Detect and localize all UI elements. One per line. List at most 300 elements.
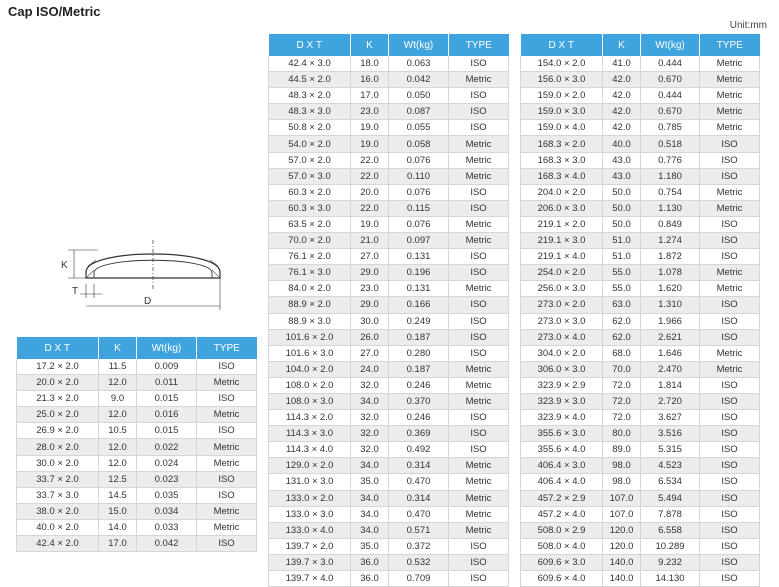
cell-k: 10.5	[99, 423, 137, 439]
cell-type: ISO	[700, 538, 760, 554]
cell-type: ISO	[197, 423, 257, 439]
cell-k: 34.0	[351, 490, 389, 506]
cell-dxt: 609.6 × 4.0	[521, 571, 603, 587]
cell-type: ISO	[700, 393, 760, 409]
cell-k: 120.0	[603, 522, 641, 538]
cell-weight: 0.011	[137, 375, 197, 391]
cell-weight: 0.009	[137, 359, 197, 375]
cell-weight: 0.076	[389, 216, 449, 232]
cell-dxt: 323.9 × 4.0	[521, 410, 603, 426]
table-row	[521, 538, 760, 554]
cell-k: 23.0	[351, 281, 389, 297]
cell-weight: 0.246	[389, 410, 449, 426]
cell-dxt: 48.3 × 2.0	[269, 88, 351, 104]
cell-type: Metric	[700, 281, 760, 297]
cell-weight: 5.494	[641, 490, 700, 506]
cell-type: ISO	[197, 536, 257, 552]
cell-dxt: 25.0 × 2.0	[17, 407, 99, 423]
cell-type: Metric	[700, 184, 760, 200]
cell-type: ISO	[700, 571, 760, 587]
cell-dxt: 84.0 × 2.0	[269, 281, 351, 297]
cell-weight: 0.314	[389, 458, 449, 474]
table-row	[521, 72, 760, 88]
cell-weight: 4.523	[641, 458, 700, 474]
cell-weight: 0.097	[389, 233, 449, 249]
cell-type: ISO	[197, 391, 257, 407]
table-row	[269, 200, 509, 216]
cell-dxt: 30.0 × 2.0	[17, 455, 99, 471]
cell-dxt: 323.9 × 3.0	[521, 393, 603, 409]
cell-dxt: 323.9 × 2.9	[521, 377, 603, 393]
cell-weight: 0.087	[389, 104, 449, 120]
cell-weight: 0.246	[389, 377, 449, 393]
cell-dxt: 101.6 × 3.0	[269, 345, 351, 361]
cell-k: 51.0	[603, 249, 641, 265]
table-row	[269, 361, 509, 377]
table-row	[269, 184, 509, 200]
cell-dxt: 133.0 × 4.0	[269, 522, 351, 538]
cell-k: 34.0	[351, 506, 389, 522]
table-row	[269, 88, 509, 104]
cell-k: 43.0	[603, 168, 641, 184]
k-dimension-label: K	[61, 260, 68, 271]
table-row	[521, 393, 760, 409]
col-header-type: TYPE	[197, 337, 257, 359]
cell-type: ISO	[197, 487, 257, 503]
cell-type: ISO	[700, 410, 760, 426]
table-row	[521, 265, 760, 281]
cell-type: Metric	[700, 88, 760, 104]
cell-weight: 1.966	[641, 313, 700, 329]
cell-k: 17.0	[351, 88, 389, 104]
cell-k: 72.0	[603, 393, 641, 409]
cell-weight: 0.076	[389, 184, 449, 200]
cell-dxt: 131.0 × 3.0	[269, 474, 351, 490]
cell-weight: 0.249	[389, 313, 449, 329]
table-row	[269, 474, 509, 490]
cell-weight: 0.166	[389, 297, 449, 313]
table-row	[269, 393, 509, 409]
cell-k: 36.0	[351, 571, 389, 587]
cell-dxt: 139.7 × 2.0	[269, 538, 351, 554]
cell-weight: 0.063	[389, 56, 449, 72]
cell-k: 19.0	[351, 136, 389, 152]
col-header-k: K	[351, 34, 389, 56]
cell-weight: 0.115	[389, 200, 449, 216]
cell-dxt: 33.7 × 3.0	[17, 487, 99, 503]
cell-type: Metric	[197, 375, 257, 391]
cell-type: ISO	[700, 136, 760, 152]
cell-k: 140.0	[603, 571, 641, 587]
cell-dxt: 20.0 × 2.0	[17, 375, 99, 391]
cell-k: 29.0	[351, 297, 389, 313]
cell-k: 22.0	[351, 168, 389, 184]
cell-type: ISO	[700, 329, 760, 345]
cell-type: ISO	[449, 538, 509, 554]
cell-type: ISO	[700, 233, 760, 249]
cell-type: Metric	[449, 490, 509, 506]
cell-weight: 1.646	[641, 345, 700, 361]
cell-type: Metric	[449, 522, 509, 538]
table-row	[521, 490, 760, 506]
cell-dxt: 108.0 × 3.0	[269, 393, 351, 409]
table-row	[521, 458, 760, 474]
cell-dxt: 159.0 × 3.0	[521, 104, 603, 120]
cell-k: 55.0	[603, 281, 641, 297]
cell-dxt: 156.0 × 3.0	[521, 72, 603, 88]
cell-k: 19.0	[351, 120, 389, 136]
cell-type: Metric	[449, 458, 509, 474]
table-row	[521, 88, 760, 104]
cell-dxt: 101.6 × 2.0	[269, 329, 351, 345]
cell-weight: 3.516	[641, 426, 700, 442]
table-row	[269, 490, 509, 506]
table-row	[17, 407, 257, 423]
cell-weight: 0.776	[641, 152, 700, 168]
cell-k: 98.0	[603, 474, 641, 490]
cell-k: 62.0	[603, 329, 641, 345]
cell-type: ISO	[700, 490, 760, 506]
table-row	[269, 152, 509, 168]
cell-type: ISO	[700, 474, 760, 490]
table-row	[17, 519, 257, 535]
table-row	[521, 168, 760, 184]
cell-dxt: 355.6 × 3.0	[521, 426, 603, 442]
cell-k: 89.0	[603, 442, 641, 458]
cell-dxt: 219.1 × 4.0	[521, 249, 603, 265]
cell-weight: 1.872	[641, 249, 700, 265]
cell-type: ISO	[449, 410, 509, 426]
cell-type: ISO	[700, 522, 760, 538]
cell-type: Metric	[700, 72, 760, 88]
cell-dxt: 273.0 × 3.0	[521, 313, 603, 329]
cell-weight: 0.016	[137, 407, 197, 423]
cell-k: 23.0	[351, 104, 389, 120]
cell-weight: 0.050	[389, 88, 449, 104]
cell-weight: 10.289	[641, 538, 700, 554]
cell-k: 98.0	[603, 458, 641, 474]
table-row	[17, 359, 257, 375]
cell-dxt: 40.0 × 2.0	[17, 519, 99, 535]
cell-k: 63.0	[603, 297, 641, 313]
cell-dxt: 38.0 × 2.0	[17, 503, 99, 519]
cell-k: 107.0	[603, 490, 641, 506]
cell-k: 12.0	[99, 439, 137, 455]
cell-type: ISO	[700, 506, 760, 522]
d-dimension-label: D	[144, 296, 152, 307]
cell-weight: 6.534	[641, 474, 700, 490]
cell-dxt: 133.0 × 2.0	[269, 490, 351, 506]
cell-weight: 0.369	[389, 426, 449, 442]
page-title: Cap ISO/Metric	[8, 4, 101, 19]
cell-weight: 0.058	[389, 136, 449, 152]
table-row	[17, 503, 257, 519]
cell-type: ISO	[700, 426, 760, 442]
cell-type: ISO	[700, 442, 760, 458]
cell-weight: 0.033	[137, 519, 197, 535]
table-row	[269, 426, 509, 442]
cell-k: 36.0	[351, 554, 389, 570]
cell-dxt: 159.0 × 4.0	[521, 120, 603, 136]
cell-type: Metric	[449, 474, 509, 490]
cell-dxt: 219.1 × 3.0	[521, 233, 603, 249]
cell-weight: 0.042	[137, 536, 197, 552]
table-row	[269, 297, 509, 313]
cell-weight: 1.814	[641, 377, 700, 393]
cell-weight: 0.532	[389, 554, 449, 570]
cell-type: Metric	[197, 503, 257, 519]
cell-k: 11.5	[99, 359, 137, 375]
col-header-dxt: D X T	[521, 34, 603, 56]
cell-k: 12.5	[99, 471, 137, 487]
table-row	[17, 375, 257, 391]
cell-weight: 1.274	[641, 233, 700, 249]
cell-k: 42.0	[603, 88, 641, 104]
cell-dxt: 57.0 × 2.0	[269, 152, 351, 168]
cell-dxt: 104.0 × 2.0	[269, 361, 351, 377]
cell-type: Metric	[449, 216, 509, 232]
cell-dxt: 168.3 × 4.0	[521, 168, 603, 184]
cell-type: ISO	[700, 249, 760, 265]
cell-k: 12.0	[99, 407, 137, 423]
table-row	[521, 136, 760, 152]
cell-weight: 0.187	[389, 329, 449, 345]
cell-dxt: 26.9 × 2.0	[17, 423, 99, 439]
cell-weight: 0.518	[641, 136, 700, 152]
cell-dxt: 168.3 × 2.0	[521, 136, 603, 152]
cell-k: 72.0	[603, 377, 641, 393]
cell-type: Metric	[449, 152, 509, 168]
cell-dxt: 76.1 × 3.0	[269, 265, 351, 281]
cell-dxt: 50.8 × 2.0	[269, 120, 351, 136]
cell-type: ISO	[197, 359, 257, 375]
table-row	[521, 361, 760, 377]
cell-weight: 0.015	[137, 423, 197, 439]
cell-dxt: 42.4 × 3.0	[269, 56, 351, 72]
table-row	[521, 571, 760, 587]
cell-k: 34.0	[351, 522, 389, 538]
table-row	[521, 426, 760, 442]
table-row	[521, 522, 760, 538]
cell-dxt: 159.0 × 2.0	[521, 88, 603, 104]
cell-dxt: 206.0 × 3.0	[521, 200, 603, 216]
table-row	[269, 313, 509, 329]
col-header-wt: Wt(kg)	[641, 34, 700, 56]
cell-k: 120.0	[603, 538, 641, 554]
cell-type: ISO	[449, 249, 509, 265]
cell-type: ISO	[449, 426, 509, 442]
cell-weight: 0.571	[389, 522, 449, 538]
cell-type: ISO	[449, 442, 509, 458]
t-dimension-label: T	[72, 286, 79, 297]
cell-k: 50.0	[603, 200, 641, 216]
cell-dxt: 168.3 × 3.0	[521, 152, 603, 168]
cap-cross-section-diagram	[58, 236, 258, 316]
cell-dxt: 57.0 × 3.0	[269, 168, 351, 184]
cell-k: 14.5	[99, 487, 137, 503]
cell-k: 107.0	[603, 506, 641, 522]
cell-weight: 0.670	[641, 72, 700, 88]
table-row	[269, 104, 509, 120]
cell-weight: 0.849	[641, 216, 700, 232]
cell-k: 27.0	[351, 249, 389, 265]
col-header-dxt: D X T	[17, 337, 99, 359]
cell-dxt: 306.0 × 3.0	[521, 361, 603, 377]
cell-k: 41.0	[603, 56, 641, 72]
table-row	[521, 249, 760, 265]
cell-type: ISO	[700, 458, 760, 474]
cell-weight: 6.558	[641, 522, 700, 538]
cell-type: Metric	[449, 72, 509, 88]
table-row	[521, 152, 760, 168]
cell-dxt: 21.3 × 2.0	[17, 391, 99, 407]
cell-k: 34.0	[351, 393, 389, 409]
cell-dxt: 406.4 × 3.0	[521, 458, 603, 474]
cell-k: 14.0	[99, 519, 137, 535]
cell-type: ISO	[449, 88, 509, 104]
cell-type: ISO	[449, 104, 509, 120]
cell-weight: 0.444	[641, 88, 700, 104]
cell-type: Metric	[197, 439, 257, 455]
cell-dxt: 406.4 × 4.0	[521, 474, 603, 490]
cell-type: ISO	[449, 56, 509, 72]
cell-weight: 5.315	[641, 442, 700, 458]
cell-weight: 0.372	[389, 538, 449, 554]
cell-k: 42.0	[603, 120, 641, 136]
cell-type: ISO	[700, 168, 760, 184]
table-row	[521, 120, 760, 136]
table-row	[521, 329, 760, 345]
table-row	[17, 471, 257, 487]
cell-type: Metric	[197, 407, 257, 423]
cell-k: 50.0	[603, 184, 641, 200]
cell-type: ISO	[449, 329, 509, 345]
cell-dxt: 457.2 × 2.9	[521, 490, 603, 506]
table-row	[521, 216, 760, 232]
table-row	[269, 233, 509, 249]
cell-weight: 0.785	[641, 120, 700, 136]
cell-weight: 0.024	[137, 455, 197, 471]
cell-type: ISO	[700, 554, 760, 570]
table-row	[521, 104, 760, 120]
cell-dxt: 304.0 × 2.0	[521, 345, 603, 361]
cell-weight: 0.370	[389, 393, 449, 409]
col-header-wt: Wt(kg)	[137, 337, 197, 359]
cell-dxt: 129.0 × 2.0	[269, 458, 351, 474]
table-row	[17, 391, 257, 407]
cell-weight: 14.130	[641, 571, 700, 587]
cell-type: Metric	[449, 281, 509, 297]
cell-k: 30.0	[351, 313, 389, 329]
cell-weight: 0.196	[389, 265, 449, 281]
cell-k: 26.0	[351, 329, 389, 345]
table-row	[269, 538, 509, 554]
cell-dxt: 133.0 × 3.0	[269, 506, 351, 522]
cell-k: 34.0	[351, 458, 389, 474]
cell-k: 32.0	[351, 442, 389, 458]
table-row	[269, 329, 509, 345]
cell-type: ISO	[700, 216, 760, 232]
cell-weight: 1.130	[641, 200, 700, 216]
table-row	[269, 216, 509, 232]
table-row	[269, 522, 509, 538]
table-row	[521, 233, 760, 249]
cell-weight: 0.131	[389, 281, 449, 297]
table-row	[269, 458, 509, 474]
cell-weight: 0.022	[137, 439, 197, 455]
cell-dxt: 17.2 × 2.0	[17, 359, 99, 375]
cell-k: 12.0	[99, 455, 137, 471]
table-row	[521, 281, 760, 297]
cell-weight: 1.180	[641, 168, 700, 184]
cell-k: 42.0	[603, 72, 641, 88]
cell-weight: 0.492	[389, 442, 449, 458]
spec-table-2	[268, 34, 509, 587]
table-row	[269, 249, 509, 265]
table-row	[269, 56, 509, 72]
cell-dxt: 508.0 × 4.0	[521, 538, 603, 554]
cell-k: 22.0	[351, 200, 389, 216]
cell-k: 29.0	[351, 265, 389, 281]
cell-type: ISO	[449, 184, 509, 200]
table-row	[521, 442, 760, 458]
cell-k: 18.0	[351, 56, 389, 72]
cell-k: 68.0	[603, 345, 641, 361]
cell-dxt: 114.3 × 3.0	[269, 426, 351, 442]
cell-weight: 0.131	[389, 249, 449, 265]
cell-dxt: 60.3 × 2.0	[269, 184, 351, 200]
cell-type: Metric	[700, 104, 760, 120]
cell-weight: 0.670	[641, 104, 700, 120]
table-row	[521, 56, 760, 72]
table-row	[17, 487, 257, 503]
cell-type: Metric	[700, 120, 760, 136]
cell-dxt: 154.0 × 2.0	[521, 56, 603, 72]
cell-weight: 2.470	[641, 361, 700, 377]
cell-dxt: 204.0 × 2.0	[521, 184, 603, 200]
cell-k: 27.0	[351, 345, 389, 361]
table-row	[269, 410, 509, 426]
cell-k: 24.0	[351, 361, 389, 377]
table-row	[17, 423, 257, 439]
cell-weight: 0.314	[389, 490, 449, 506]
spec-table-1	[16, 337, 257, 552]
table-row	[269, 281, 509, 297]
cell-type: Metric	[449, 506, 509, 522]
cell-dxt: 457.2 × 4.0	[521, 506, 603, 522]
cell-k: 20.0	[351, 184, 389, 200]
cell-dxt: 28.0 × 2.0	[17, 439, 99, 455]
cell-dxt: 273.0 × 2.0	[521, 297, 603, 313]
cell-type: Metric	[449, 393, 509, 409]
table-row	[269, 377, 509, 393]
cell-type: Metric	[197, 455, 257, 471]
cell-dxt: 76.1 × 2.0	[269, 249, 351, 265]
table-row	[269, 265, 509, 281]
cell-k: 55.0	[603, 265, 641, 281]
cell-weight: 0.187	[389, 361, 449, 377]
cell-weight: 1.310	[641, 297, 700, 313]
cell-type: Metric	[700, 361, 760, 377]
cell-type: ISO	[449, 554, 509, 570]
cell-weight: 1.078	[641, 265, 700, 281]
cell-type: ISO	[700, 313, 760, 329]
cell-k: 35.0	[351, 538, 389, 554]
cell-weight: 0.470	[389, 474, 449, 490]
cell-type: Metric	[449, 361, 509, 377]
cell-dxt: 114.3 × 4.0	[269, 442, 351, 458]
col-header-dxt: D X T	[269, 34, 351, 56]
